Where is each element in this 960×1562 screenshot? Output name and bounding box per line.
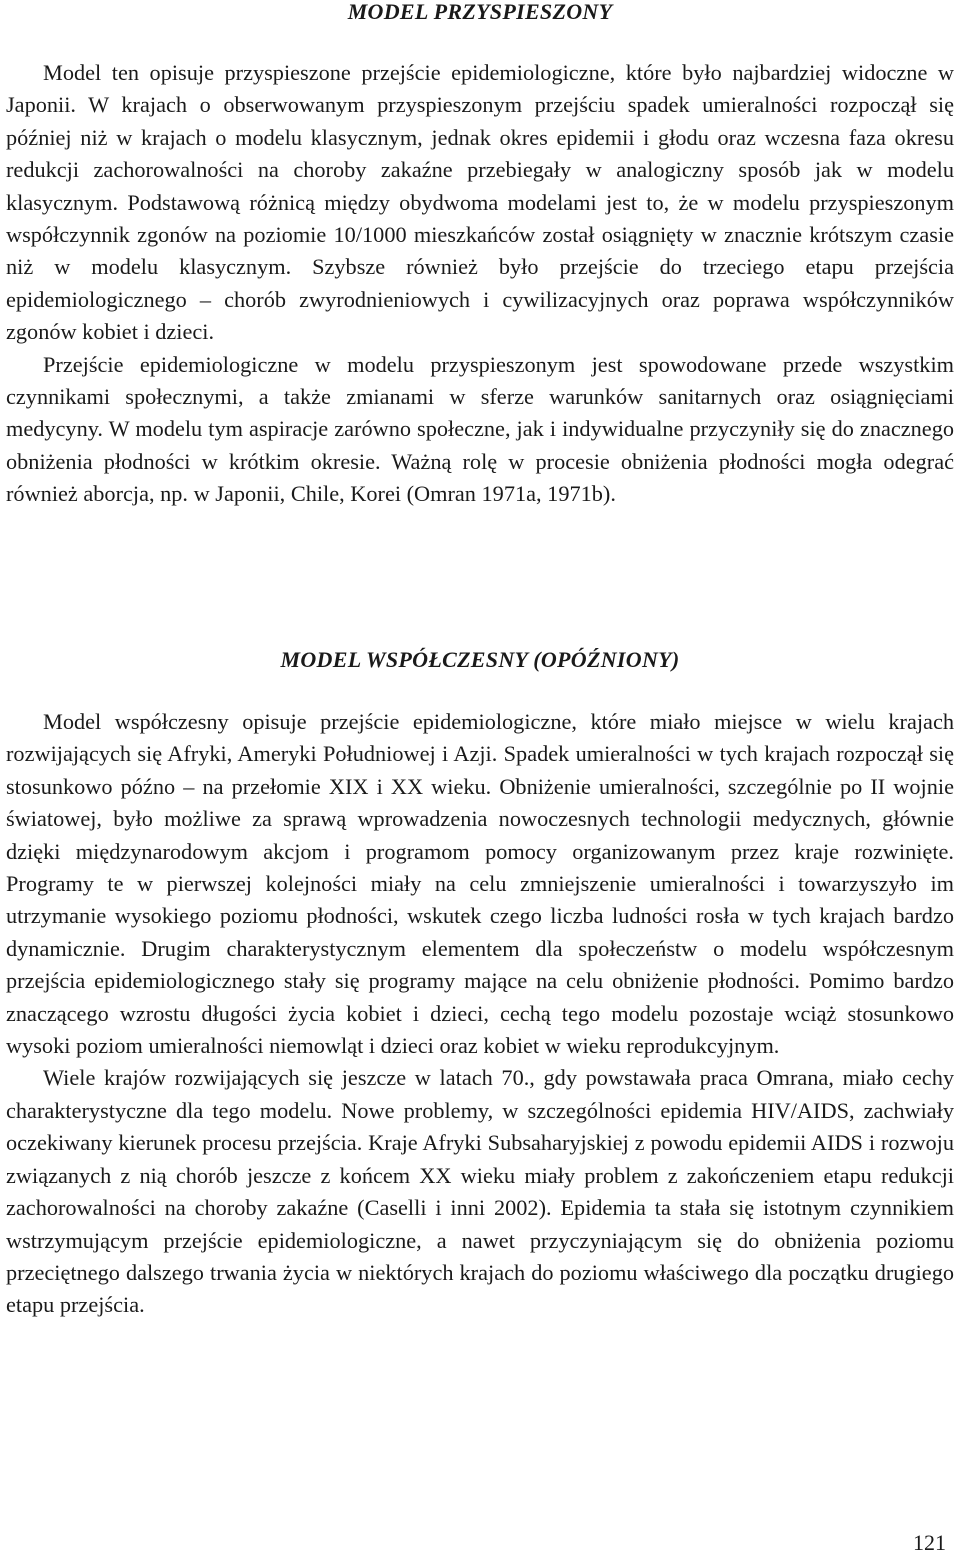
page-number: 121: [913, 1530, 946, 1555]
section-body-accelerated-model: [6, 57, 954, 511]
section-body-contemporary-model: [6, 706, 954, 1322]
section-title-accelerated-model: MODEL PRZYSPIESZONY: [347, 0, 613, 24]
paragraph: Model współczesny opisuje przejście epidemiologiczne, które miało miejsce w wielu krajach rozwijających się Afryki, Ameryki Południowej i Azji. Spadek umieralności w tych krajach rozpoczął się stosunkowo późno – na przełomie XIX i XX wieku. Obniżenie umieralności, szczególnie po II wojnie światowej, było możliwe za sprawą wprowadzenia nowoczesnych technologii medycznych, głównie dzięki międzynarodowym akcjom i programom pomocy organizowanym przez kraje rozwinięte. Programy te w pierwszej kolejności miały na celu zmniejszenie umieralności i towarzyszyło im utrzymanie wysokiego poziomu płodności, wskutek czego liczba ludności rosła w tych krajach bardzo dynamicznie. Drugim charakterystycznym elementem dla społeczeństw o modelu współczesnym przejścia epidemiologicznego stały się programy mające na celu obniżenie płodności. Pomimo bardzo znaczącego wzrostu długości życia kobiet i dzieci, cechą tego modelu pozostaje wciąż stosunkowo wysoki poziom umieralności niemowląt i dzieci oraz kobiet w wieku reprodukcyjnym.: [6, 709, 954, 1059]
section-title-contemporary-model: MODEL WSPÓŁCZESNY (OPÓŹNIONY): [280, 647, 680, 672]
book-page: [6, 0, 954, 1562]
paragraph: Przejście epidemiologiczne w modelu przyspieszonym jest spowodowane przede wszystkim czynnikami społecznymi, a także zmianami w sferze warunków sanitarnych oraz osiągnięciami medycyny. W modelu tym aspiracje zarówno społeczne, jak i indywidualne przyczyniły się do znacznego obniżenia płodności w krótkim okresie. Ważną rolę w procesie obniżenia płodności mogła odegrać również aborcja, np. w Japonii, Chile, Korei (Omran 1971a, 1971b).: [6, 351, 954, 507]
paragraph: Wiele krajów rozwijających się jeszcze w latach 70., gdy powstawała praca Omrana, miało cechy charakterystyczne dla tego modelu. Nowe problemy, w szczególności epidemia HIV/AIDS, zachwiały oczekiwany kierunek procesu przejścia. Kraje Afryki Subsaharyjskiej z powodu epidemii AIDS i rozwoju związanych z nią chorób jeszcze z końcem XX wieku miały problem z zakończeniem etapu redukcji zachorowalności na choroby zakaźne (Caselli i inni 2002). Epidemia ta stała się istotnym czynnikiem wstrzymującym przejście epidemiologiczne, a nawet przyczyniającym się do obniżenia poziomu przeciętnego dalszego trwania życia w niektórych krajach do poziomu właściwego dla początku drugiego etapu przejścia.: [6, 1065, 954, 1318]
paragraph: Model ten opisuje przyspieszone przejście epidemiologiczne, które było najbardziej widoczne w Japonii. W krajach o obserwowanym przyspieszonym przejściu spadek umieralności rozpoczął się później niż w krajach o modelu klasycznym, jednak okres epidemii i głodu oraz wczesna faza okresu redukcji zachorowalności na choroby zakaźne przebiegały w analogiczny sposób jak w modelu klasycznym. Podstawową różnicą między obydwoma modelami jest to, że w modelu przyspieszonym współczynnik zgonów na poziomie 10/1000 mieszkańców został osiągnięty w znacznie krótszym czasie niż w modelu klasycznym. Szybsze również było przejście do trzeciego etapu przejścia epidemiologicznego – chorób zwyrodnieniowych i cywilizacyjnych oraz poprawa współczynników zgonów kobiet i dzieci.: [6, 60, 954, 345]
